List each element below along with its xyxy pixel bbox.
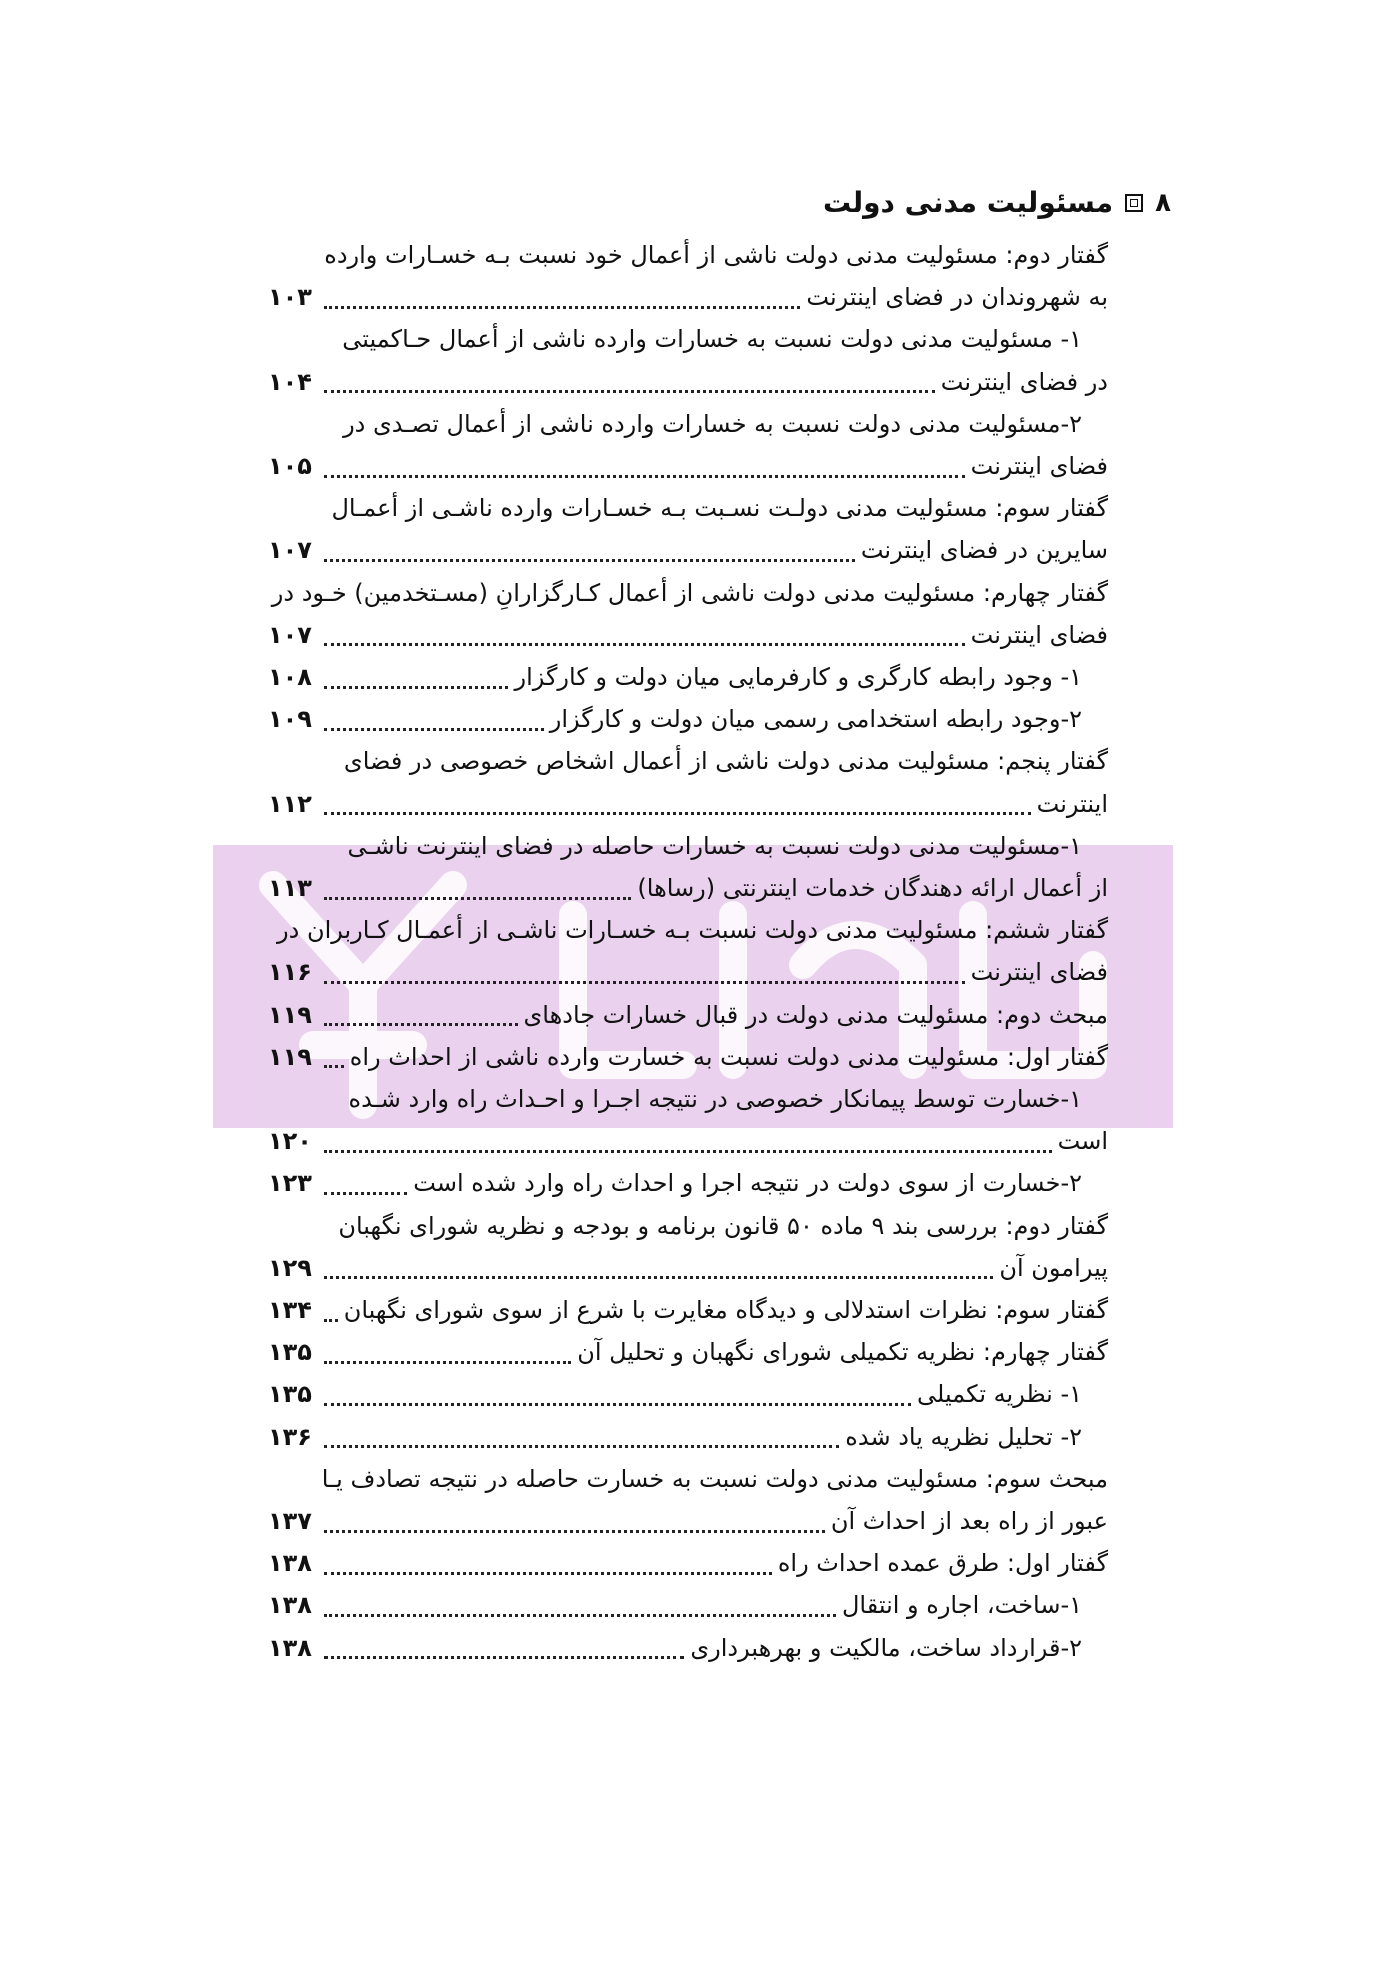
toc-entry xyxy=(268,698,1082,740)
toc-entry xyxy=(268,529,1108,571)
toc-entry xyxy=(268,318,1082,360)
toc-entry-title: مبحث سوم: مسئولیت مدنی دولت نسبت به خسارت حاصله در نتیجه تصادف یـا xyxy=(321,1464,1108,1493)
toc-entry-title: ۱- مسئولیت مدنی دولت نسبت به خسارات وارده ناشی از أعمال حـاکمیتی xyxy=(342,325,1082,354)
toc-page-number: ۱۳۶ xyxy=(268,1422,312,1451)
toc-entry-title: عبور از راه بعد از احداث آن xyxy=(830,1507,1108,1535)
toc-entry-title: ۲-مسئولیت مدنی دولت نسبت به خسارات وارده ناشی از أعمال تصـدی در xyxy=(343,409,1082,438)
toc-page-number: ۱۳۷ xyxy=(268,1507,312,1535)
toc-entry xyxy=(268,1078,1082,1120)
dot-leader xyxy=(324,873,631,900)
toc-entry xyxy=(268,1458,1108,1500)
toc-entry-title: فضای اینترنت xyxy=(970,958,1108,987)
toc-entry xyxy=(268,234,1108,276)
toc-entry xyxy=(268,656,1082,698)
toc-page-number: ۱۳۸ xyxy=(268,1633,312,1662)
toc-entry xyxy=(268,1542,1108,1584)
dot-leader xyxy=(324,1041,344,1068)
toc-entry xyxy=(268,572,1108,614)
toc-entry-title: مبحث دوم: مسئولیت مدنی دولت در قبال خسارات جادهای xyxy=(523,1000,1108,1029)
toc-entry-title: ۱-مسئولیت مدنی دولت نسبت به خسارات حاصله در فضای اینترنت ناشـی xyxy=(347,831,1082,860)
dot-leader xyxy=(324,366,935,393)
toc-entry-title: گفتار اول: مسئولیت مدنی دولت نسبت به خسارت وارده ناشی از احداث راه xyxy=(349,1042,1108,1071)
toc-entry xyxy=(268,614,1108,656)
toc-entry xyxy=(268,1416,1082,1458)
toc-entry-title: ۱- نظریه تکمیلی xyxy=(917,1380,1082,1409)
dot-leader xyxy=(324,619,965,646)
toc-entry-title: است xyxy=(1057,1127,1108,1156)
toc-entry-title: گفتار چهارم: مسئولیت مدنی دولت ناشی از أعمال کـارگزارانِ (مسـتخدمین) خـود در xyxy=(271,578,1108,607)
toc-entry-title: گفتار دوم: بررسی بند ۹ ماده ۵۰ قانون برنامه و بودجه و نظریه شورای نگهبان xyxy=(338,1211,1108,1240)
toc-entry xyxy=(268,276,1108,318)
toc-entry-title: سایرین در فضای اینترنت xyxy=(860,536,1108,565)
toc-entry-title: فضای اینترنت xyxy=(970,620,1108,649)
toc-entry xyxy=(268,994,1108,1036)
dot-leader xyxy=(324,1590,836,1617)
toc-entry xyxy=(268,825,1082,867)
dot-leader xyxy=(324,704,544,731)
dot-leader xyxy=(324,788,1031,815)
toc-entry xyxy=(268,487,1108,529)
toc-entry-title: ۱- وجود رابطه کارگری و کارفرمایی میان دولت و کارگزار xyxy=(514,663,1082,691)
toc-page-number: ۱۱۶ xyxy=(268,958,312,987)
dot-leader xyxy=(324,451,965,478)
toc-entry xyxy=(268,1247,1108,1289)
toc-entry-title: اینترنت xyxy=(1036,789,1108,818)
dot-leader xyxy=(324,1295,338,1322)
toc-entry-title: ۲-خسارت از سوی دولت در نتیجه اجرا و احداث راه وارد شده است xyxy=(413,1169,1082,1198)
dot-leader xyxy=(324,1421,839,1448)
toc-entry xyxy=(268,1036,1108,1078)
toc-page-number: ۱۱۲ xyxy=(268,789,312,818)
dot-leader xyxy=(324,535,855,562)
toc-entry-title: پیرامون آن xyxy=(999,1253,1108,1282)
toc-entry xyxy=(268,951,1108,993)
toc-page-number: ۱۰۸ xyxy=(268,663,312,691)
toc-entry-title: ۲- تحلیل نظریه یاد شده xyxy=(845,1422,1082,1451)
toc-entry xyxy=(268,1162,1082,1204)
dot-leader xyxy=(324,999,518,1026)
toc-page-number: ۱۱۹ xyxy=(268,1042,312,1071)
toc-entry xyxy=(268,909,1108,951)
toc-page-number: ۱۲۳ xyxy=(268,1169,312,1198)
toc-entry-title: ۲-وجود رابطه استخدامی رسمی میان دولت و کارگزار xyxy=(549,705,1082,734)
toc-page-number: ۱۰۴ xyxy=(268,367,312,396)
dot-leader xyxy=(324,1632,684,1659)
toc-entry xyxy=(268,783,1108,825)
toc-entry-title: ۲-قرارداد ساخت، مالکیت و بهرهبرداری xyxy=(690,1633,1082,1662)
page-number: ۸ xyxy=(1155,187,1171,218)
dot-leader xyxy=(324,1126,1052,1153)
toc-entry-title: گفتار سوم: مسئولیت مدنی دولـت نسـبت بـه خسـارات وارده ناشـی از أعمـال xyxy=(331,494,1108,523)
toc-entry-title: ۱-خسارت توسط پیمانکار خصوصی در نتیجه اجـرا و احـداث راه وارد شـده xyxy=(348,1085,1082,1113)
toc-page-number: ۱۰۳ xyxy=(268,283,312,312)
toc-entry xyxy=(268,445,1108,487)
toc-entry-title: گفتار پنجم: مسئولیت مدنی دولت ناشی از أعمال اشخاص خصوصی در فضای xyxy=(343,747,1108,776)
toc-page-number: ۱۱۹ xyxy=(268,1000,312,1029)
toc-entry-title: به شهروندان در فضای اینترنت xyxy=(806,283,1108,312)
dot-leader xyxy=(324,1506,825,1533)
dot-leader xyxy=(324,1168,407,1195)
toc-page-number: ۱۳۵ xyxy=(268,1338,312,1367)
toc-page-number: ۱۳۴ xyxy=(268,1296,312,1324)
toc-page-number: ۱۲۰ xyxy=(268,1127,312,1156)
toc-page-number: ۱۰۷ xyxy=(268,536,312,565)
toc-page-number: ۱۳۸ xyxy=(268,1549,312,1578)
toc-page-number: ۱۰۹ xyxy=(268,705,312,734)
toc-page-number: ۱۰۵ xyxy=(268,452,312,480)
dot-leader xyxy=(324,1379,911,1406)
toc-page-number: ۱۳۵ xyxy=(268,1380,312,1409)
toc-page-number: ۱۲۹ xyxy=(268,1253,312,1282)
toc-entry xyxy=(268,1627,1082,1669)
toc-entry-title: فضای اینترنت xyxy=(970,452,1108,480)
toc-entry xyxy=(268,1289,1108,1331)
toc-entry-title: گفتار ششم: مسئولیت مدنی دولت نسبت بـه خسـارات ناشـی از أعمـال کـاربران در xyxy=(277,916,1108,945)
dot-leader xyxy=(324,1252,993,1279)
toc-entry-title: گفتار اول: طرق عمده احداث راه xyxy=(777,1549,1108,1578)
toc-entry xyxy=(268,867,1108,909)
toc-page-number: ۱۳۸ xyxy=(268,1591,312,1620)
toc-entry xyxy=(268,1331,1108,1373)
toc-entry xyxy=(268,1500,1108,1542)
dot-leader xyxy=(324,1548,772,1575)
toc-entry xyxy=(268,1205,1108,1247)
toc-entry xyxy=(268,1120,1108,1162)
toc-entry xyxy=(268,1373,1082,1415)
dot-leader xyxy=(324,957,965,984)
toc-entry xyxy=(268,1584,1082,1626)
toc-entry xyxy=(268,740,1108,782)
toc-entry-title: از أعمال ارائه دهندگان خدمات اینترنتی (رساها) xyxy=(637,874,1108,902)
toc-entry-title: گفتار چهارم: نظریه تکمیلی شورای نگهبان و تحلیل آن xyxy=(577,1338,1108,1367)
toc-entry-title: گفتار دوم: مسئولیت مدنی دولت ناشی از أعمال خود نسبت بـه خسـارات وارده xyxy=(324,241,1108,269)
toc-page-number: ۱۱۳ xyxy=(268,874,312,902)
book-title: مسئولیت مدنی دولت xyxy=(822,186,1114,219)
toc-entry-title: ۱-ساخت، اجاره و انتقال xyxy=(841,1591,1082,1620)
toc-entry xyxy=(268,403,1082,445)
toc-entry xyxy=(268,361,1108,403)
toc-entry-title: در فضای اینترنت xyxy=(940,367,1108,396)
dot-leader xyxy=(324,282,800,309)
dot-leader xyxy=(324,662,508,689)
toc-page-number: ۱۰۷ xyxy=(268,620,312,649)
dot-leader xyxy=(324,1337,571,1364)
toc-entry-title: گفتار سوم: نظرات استدلالی و دیدگاه مغایرت با شرع از سوی شورای نگهبان xyxy=(343,1296,1108,1324)
